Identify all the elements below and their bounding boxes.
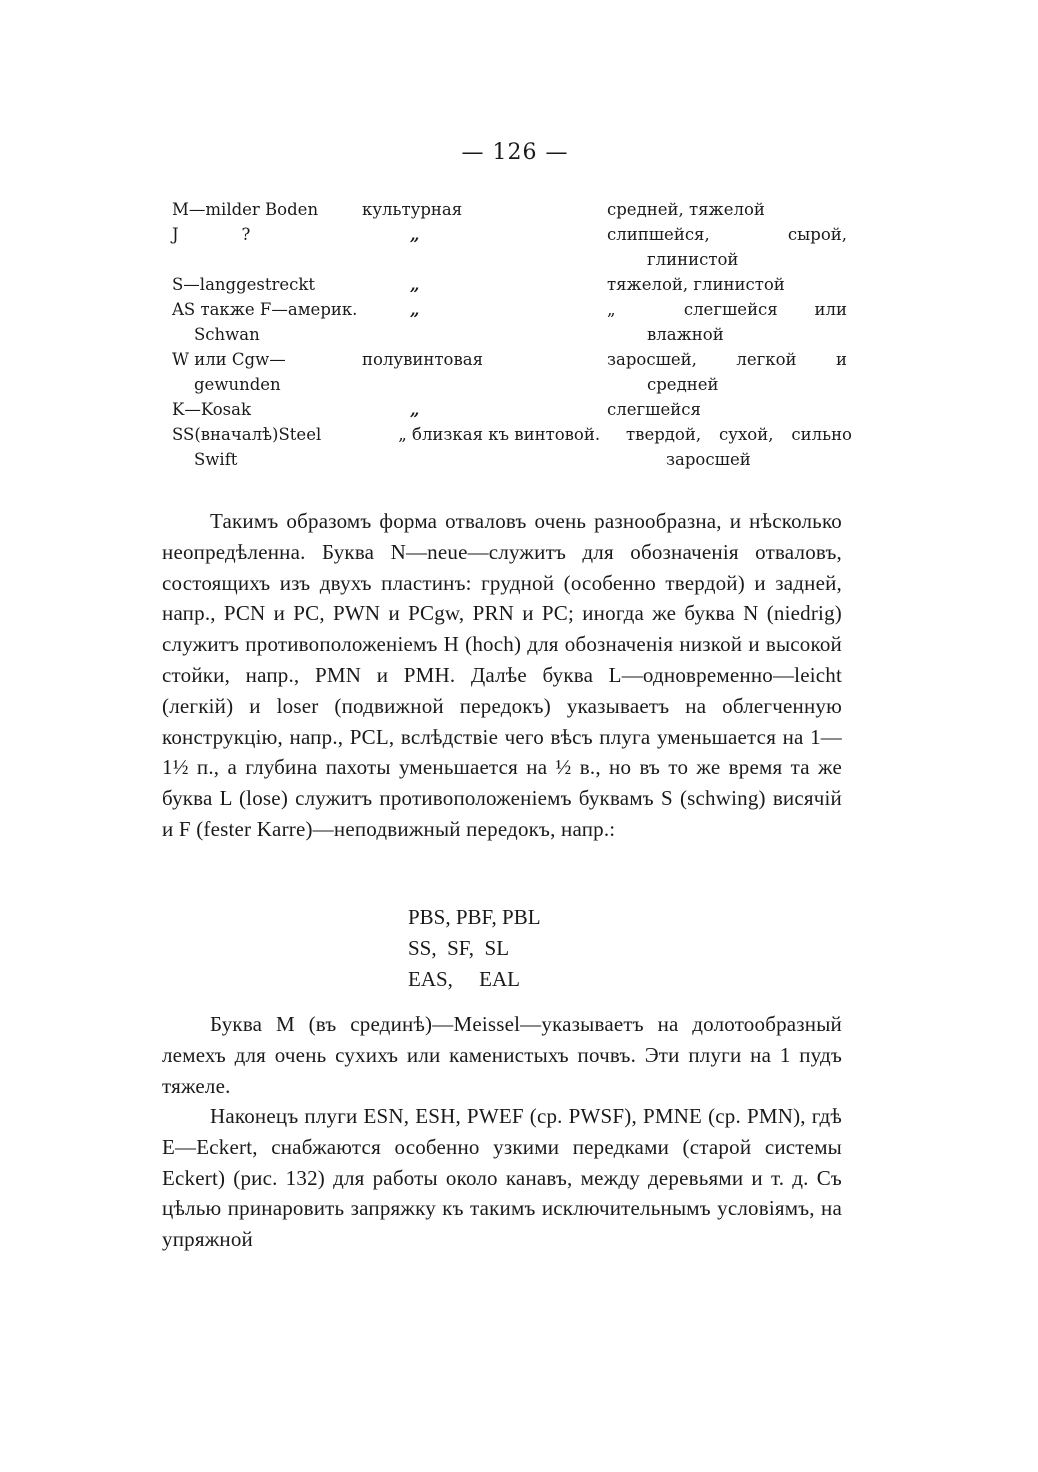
soil-cell: слегшейся или влажной [647,300,848,344]
table-row [172,222,852,272]
plough-code-list [408,902,541,995]
mark-cell: W или Cgw—gewunden [172,350,286,394]
type-cell: „ близкая къ винтовой. [398,425,601,444]
paragraph: Наконецъ плуги ESN, ESH, PWEF (ср. PWSF), PMNE (ср. PMN), гдѣ E—Eckert, снабжаются особенно узкими передками (старой системы Eckert) (рис. 132) для работы около канавъ, между деревьями и т. д. Съ цѣлью принаровить запряжку къ такимъ исключительнымъ условіямъ, на упряжной [162,1104,842,1252]
code-line: PBS, PBF, PBL [408,905,541,929]
code-line: SS, SF, SL [408,936,510,960]
page-number: — 126 — [461,140,569,165]
table-row [172,297,852,347]
plough-mark-table [172,197,852,472]
code-line: EAS, EAL [408,967,520,991]
ditto-mark: „ [410,275,420,294]
mark-cell: M—milder Boden [172,200,319,219]
table-row [172,422,852,472]
table-row [172,272,852,297]
soil-cell: тяжелой, глинистой [607,275,785,294]
mark-cell: SS(вначалѣ)Steel Swift [172,425,322,469]
type-cell: полувинтовая [362,350,484,369]
ditto-mark: „ [410,400,420,419]
soil-cell: твердой, сухой, сильно заросшей [626,425,852,469]
soil-cell: заросшей, легкой и средней [607,350,847,394]
ditto-mark: „ [410,225,420,244]
mark-cell: S—langgestreckt [172,275,316,294]
mark-cell: K—Kosak [172,400,251,419]
paragraph: Такимъ образомъ форма отваловъ очень разнообразна, и нѣсколько неопредѣленна. Буква N—neue—служитъ для обозначенія отваловъ, состоящихъ изъ двухъ пластинъ: грудной (особенно твердой) и задней, напр., PCN и PC, PWN и PCgw, PRN и PC; иногда же буква N (niedrig) служитъ противоположеніемъ H (hoch) для обозначенія низкой и высокой стойки, напр., PMN и PMH. Далѣе буква L—одновременно—leicht (легкій) и loser (подвижной передокъ) указываетъ на облегченную конструкцію, напр., PCL, вслѣдствіе чего вѣсъ плуга уменьшается на 1—1½ п., а глубина пахоты уменьшается на ½ в., но въ то же время та же буква L (lose) служитъ противоположеніемъ буквамъ S (schwing) висячій и F (fester Karre)—неподвижный передокъ, напр.: [162,509,842,841]
mark-cell: J ? [172,225,251,244]
ditto-mark: „ [410,300,420,319]
mark-cell: AS также F—америк. Schwan [172,300,358,344]
ditto-mark: „ [607,300,616,319]
table-row [172,347,852,397]
soil-cell: слипшейся, сырой, глинистой [607,225,847,269]
soil-cell: слегшейся [607,400,701,419]
table-row [172,197,852,222]
soil-cell: средней, тяжелой [607,200,765,219]
type-cell: культурная [362,200,463,219]
table-row [172,397,852,422]
paragraph: Буква M (въ срединѣ)—Meissel—указываетъ на долотообразный лемехъ для очень сухихъ или каменистыхъ почвъ. Эти плуги на 1 пудъ тяжеле. [162,1012,842,1098]
